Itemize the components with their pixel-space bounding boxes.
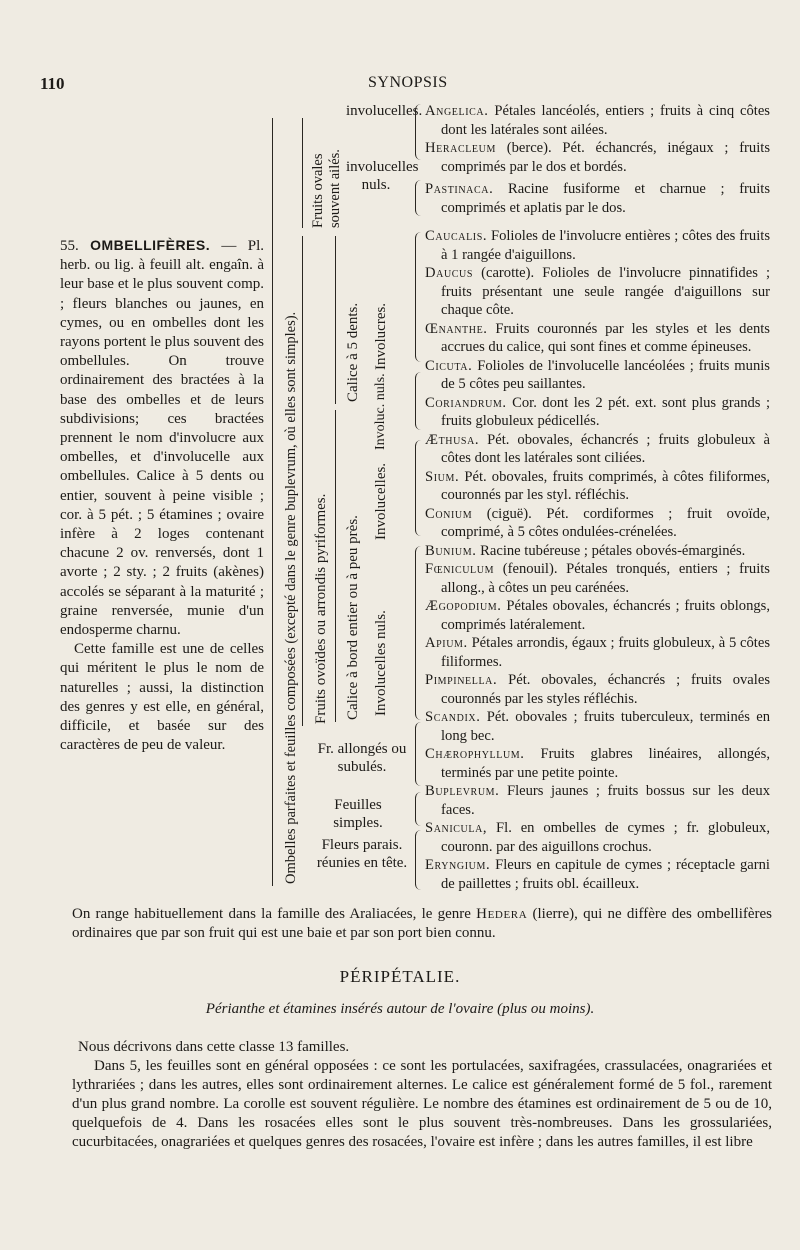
key-main-label: Ombelles parfaites et feuilles composées (excepté dans le genre buplevrum, où elles sont simples). [283, 311, 299, 884]
genus-text: (fenouil). Pétales tronqués, entiers ; fruits allong., à côtes un peu carénées. [441, 561, 770, 596]
araliaceae-note [72, 905, 772, 943]
genus-name: Coriandrum. [425, 394, 507, 411]
genus-name: Cicuta. [425, 357, 473, 374]
genus-text: Fleurs jaunes ; fruits bossus sur les deux faces. [441, 783, 770, 818]
genus-name: Pastinaca. [425, 181, 494, 197]
key-fruits-ovales-text: Fruits ovales souvent ailés. [310, 149, 343, 228]
genus-entry [425, 560, 770, 597]
genus-text: Folioles de l'involucelle lancéolées ; fruits munis de 5 côtes peu saillantes. [441, 357, 770, 392]
key-line-fruits-ovales [302, 118, 303, 228]
section-subtitle: Périanthe et étamines insérés autour de l'ovaire (plus ou moins). [205, 1001, 595, 1017]
genus-entry [425, 745, 770, 782]
genus-entry [425, 542, 770, 561]
brace [415, 722, 422, 786]
brace [415, 440, 422, 536]
note-genus: Hedera [476, 906, 528, 922]
genera-list [425, 102, 770, 893]
genus-name: Chærophyllum. [425, 746, 525, 762]
genus-text: Fl. en ombelles de cymes ; fr. globuleux, couronn. par des aiguillons crochus. [441, 820, 770, 855]
genus-entry [425, 819, 770, 856]
key-involucelles-nuls: involucelles nuls. [346, 159, 419, 193]
note-after: (lierre), qui ne diffère des ombellifères ordinaires que par son fruit qui est une baie et par son port bien connu. [72, 906, 772, 941]
genus-entry [425, 782, 770, 819]
genus-entry [425, 227, 770, 264]
key-line-main [272, 118, 273, 886]
key-fruits-ovales [310, 110, 344, 228]
family-text: Pl. herb. ou lig. à feuill alt. engaîn. à leur base et le plus souvent comp. ; fleurs blanches ou jaunes, en cymes, ou en ombelles dont les rayons portent le plus souvent des ombellules. On trouve ordinairement des bractées à la base des ombelles et de leurs subdivisions; ces bractées prennent le nom d'involucre aux ombelles, et d'involucelle aux ombellules. Calice à 5 dents ou entier, souvent à peine visible ; cor. à 5 pét. ; 5 étamines ; ovaire infère à 2 loges contenant chacune 2 ov. renversés, dont 1 avorte ; 2 sty. ; 2 fruits (akènes) accolés se séparant à la maturité ; graine renversée, munie d'un endosperme charnu. [60, 238, 265, 639]
key-fr-allonges: Fr. allongés ou subulés. [317, 741, 407, 775]
genus-name: Ægopodium. [425, 598, 502, 614]
key-calice-5: Calice à 5 dents. [345, 302, 361, 402]
genus-name: Heracleum [425, 140, 496, 156]
key-fleurs-tete: Fleurs parais. réunies en tête. [316, 837, 408, 871]
genus-name: Caucalis. [425, 228, 488, 244]
section-paragraph-2: Dans 5, les feuilles sont en général opposées : ce sont les portulacées, saxifragées, crassulacées, onagrariées et lythrariées ; dans les autres, elles sont ordinairement alternes. Le calice est généralement formé de 5 fol., rarement d'un plus grand nombre. La corolle est souvent régulière. Le nombre des étamines est ordinairement de 5 ou de 10, quelquefois de 4. Dans les rosacées elles sont le plus souvent très-nombreuses. Dans les grossulariées, cucurbitacées, onagrariées et quelques genres des rosacées, l'ovaire est infère ; dans les autres familles, il est libre [72, 1058, 772, 1150]
family-remark: Cette famille est une de celles qui méritent le plus le nom de naturelles ; aussi, la distinction des genres y est elle, en général, difficile, et basée sur des caractères de peu de valeur. [60, 641, 264, 754]
key-involucelles-2: Involucelles. [373, 462, 389, 540]
genus-entry [425, 634, 770, 671]
key-line-fruits-ovoides [302, 236, 303, 726]
genus-text: Pét. obovales ; fruits tuberculeux, terminés en long bec. [441, 709, 770, 744]
section-title: PÉRIPÉTALIE. [339, 967, 461, 986]
genus-name: Fœniculum [425, 561, 495, 577]
key-line-calice-bord [335, 410, 336, 722]
key-involuc-nuls: Involuc. nuls. [373, 373, 388, 450]
genus-name: Daucus [425, 265, 474, 281]
family-paragraph [60, 236, 264, 640]
genus-name: Scandix. [425, 709, 481, 725]
genus-name: Æthusa. [425, 431, 480, 448]
key-fruits-ovoides: Fruits ovoïdes ou arrondis pyriformes. [313, 493, 329, 724]
genus-entry [425, 856, 770, 893]
genus-name: Conium [425, 505, 473, 522]
key-calice-bord: Calice à bord entier ou à peu près. [345, 515, 361, 720]
brace [415, 104, 422, 160]
genus-entry [425, 264, 770, 320]
genus-text: Pét. obovales, échancrés ; fruits ovales couronnés par les styles réfléchis. [441, 672, 770, 707]
genus-name: Sanicula, [425, 820, 488, 836]
genus-entry [425, 320, 770, 357]
brace [415, 546, 422, 720]
genus-text: (carotte). Folioles de l'involucre pinnatifides ; fruits présentant une seule rangée d'aiguillons sur chaque côte. [441, 265, 770, 318]
genus-text: Fruits couronnés par les styles et les dents accrues du calice, qui sont fines et comme épineuses. [441, 320, 770, 355]
family-dash: — [210, 238, 248, 254]
family-description [60, 236, 264, 755]
genus-name: Bunium. [425, 542, 477, 559]
genus-text: Cor. dont les 2 pét. ext. sont plus grands ; fruits globuleux pédicellés. [441, 394, 770, 429]
genus-text: Folioles de l'involucre entières ; côtes des fruits à 1 rangée d'aiguillons. [441, 228, 770, 263]
section-body [72, 1038, 772, 1152]
genus-entry [425, 468, 770, 505]
genus-entry [425, 102, 770, 139]
brace [415, 792, 422, 826]
key-line-calice-5 [335, 236, 336, 404]
genus-name: Apium. [425, 635, 468, 651]
brace [415, 180, 422, 216]
page-number: 110 [40, 74, 65, 93]
genus-entry [425, 431, 770, 468]
genus-text: Pét. obovales, échancrés ; fruits globuleux à côtes dont les latérales sont ciliées. [441, 431, 770, 466]
genus-text: Fleurs en capitule de cymes ; réceptacle garni de paillettes ; fruits obl. écailleux. [441, 857, 770, 892]
key-feuilles-simples: Feuilles simples. [333, 797, 383, 831]
genus-entry [425, 139, 770, 176]
genus-name: Angelica. [425, 103, 489, 119]
genus-text: (ciguë). Pét. cordiformes ; fruit ovoïde, comprimé, à 5 côtes ondulées-crénelées. [441, 505, 770, 540]
genus-text: Racine tubéreuse ; pétales obovés-émarginés. [476, 542, 746, 559]
genus-entry [425, 597, 770, 634]
section-paragraph-1: Nous décrivons dans cette classe 13 familles. [78, 1039, 350, 1055]
family-name: OMBELLIFÈRES. [90, 237, 211, 253]
genus-entry [425, 708, 770, 745]
family-number: 55. [60, 238, 79, 254]
genus-text: Pétales obovales, échancrés ; fruits oblongs, comprimés latéralement. [441, 598, 770, 633]
brace [415, 232, 422, 362]
genus-entry [425, 357, 770, 394]
genus-name: Eryngium. [425, 857, 491, 873]
genus-name: Buplevrum. [425, 783, 500, 799]
genus-text: Pétales arrondis, égaux ; fruits globuleux, à 5 côtes filiformes. [441, 635, 770, 670]
genus-text: Fruits glabres linéaires, allongés, terminés par une petite pointe. [441, 746, 770, 781]
genus-text: Pétales lancéolés, entiers ; fruits à cinq côtes dont les latérales sont ailées. [441, 103, 770, 138]
genus-entry [425, 671, 770, 708]
key-involucelles: involucelles. [346, 103, 423, 119]
running-title: SYNOPSIS [368, 74, 448, 91]
genus-text: Racine fusiforme et charnue ; fruits comprimés et aplatis par le dos. [441, 181, 770, 216]
genus-text: (berce). Pét. échancrés, inégaux ; fruits comprimés par le dos et bordés. [441, 140, 770, 175]
brace [415, 372, 422, 430]
genus-entry [425, 505, 770, 542]
key-involucres: Involucres. [373, 302, 389, 370]
genus-name: Sium. [425, 468, 460, 485]
note-before: On range habituellement dans la famille des Araliacées, le genre [72, 906, 477, 922]
genus-name: Pimpinella. [425, 672, 498, 688]
key-involucelles-nuls-2: Involucelles nuls. [373, 610, 389, 716]
genus-entry [425, 394, 770, 431]
brace [415, 830, 422, 890]
genus-name: Œnanthe. [425, 320, 488, 337]
genus-text: Pét. obovales, fruits comprimés, à côtes filiformes, couronnés par les styl. réfléchis. [441, 468, 770, 503]
genus-entry [425, 180, 770, 217]
